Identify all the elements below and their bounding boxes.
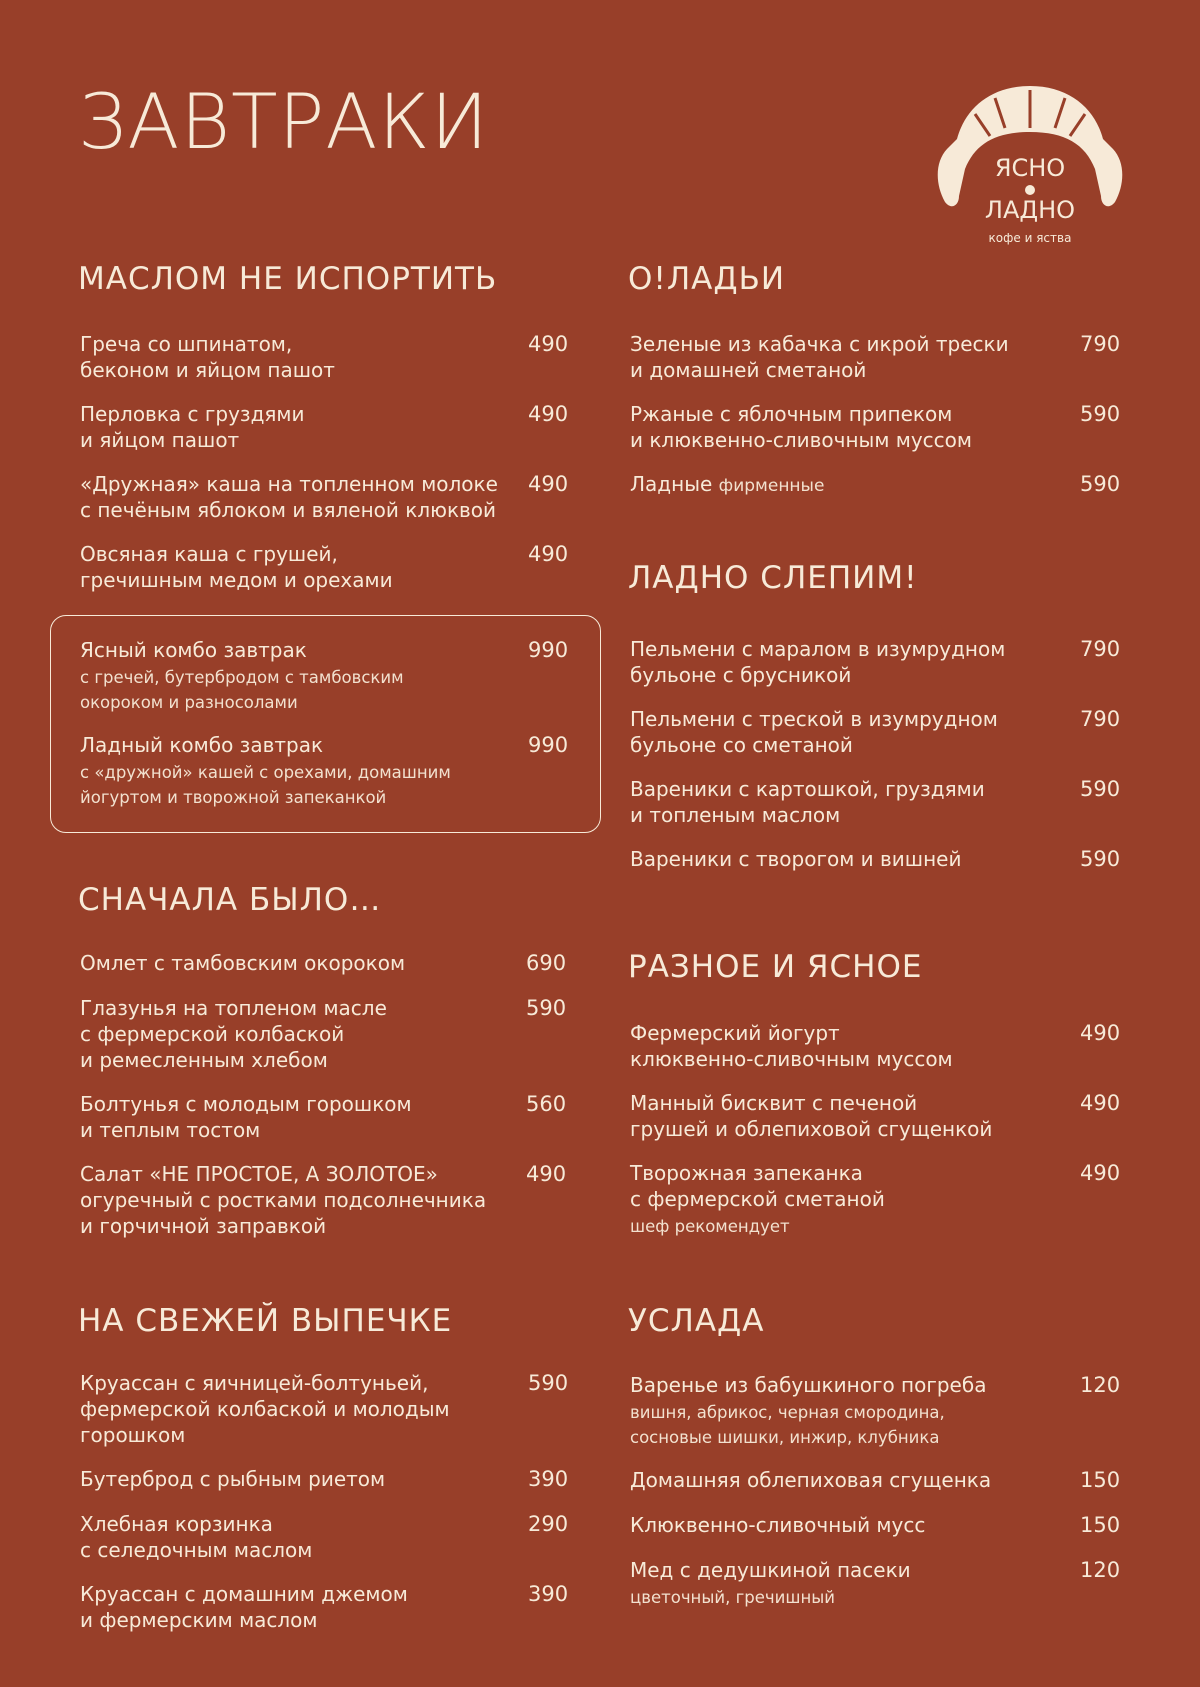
item-name: Бутерброд с рыбным риетом	[80, 1467, 386, 1491]
menu-item	[80, 1161, 620, 1239]
item-name: Круассан с яичницей-болтуньей, фермерской колбаской и молодым горошком	[80, 1371, 450, 1447]
menu-item	[80, 950, 620, 976]
page-title: ЗАВТРАКИ	[78, 77, 489, 166]
item-name: Салат «НЕ ПРОСТОЕ, А ЗОЛОТОЕ» огуречный с ростками подсолнечника и горчичной заправкой	[80, 1162, 487, 1238]
item-name: Омлет с тамбовским окороком	[80, 951, 406, 975]
menu-item	[80, 637, 620, 715]
item-name: Манный бисквит с печеной грушей и облепиховой сгущенкой	[630, 1091, 993, 1141]
menu-item	[630, 1512, 1170, 1538]
item-price: 590	[1080, 402, 1121, 426]
item-price: 490	[528, 472, 569, 496]
menu-item	[80, 1581, 620, 1633]
menu-item	[630, 1372, 1170, 1450]
menu-item	[630, 331, 1170, 383]
item-price: 790	[1080, 332, 1121, 356]
menu-item	[80, 541, 620, 593]
item-description: с «дружной» кашей с орехами, домашним йогуртом и творожной запеканкой	[80, 763, 451, 807]
item-price: 490	[1080, 1021, 1121, 1045]
item-name: Вареники с творогом и вишней	[630, 847, 962, 871]
item-price: 590	[1080, 777, 1121, 801]
item-name: Фермерский йогурт клюквенно-сливочным муссом	[630, 1021, 953, 1071]
menu-item	[630, 776, 1170, 828]
item-name: Клюквенно-сливочный мусс	[630, 1513, 926, 1537]
item-price: 790	[1080, 637, 1121, 661]
section-title: РАЗНОЕ И ЯСНОЕ	[628, 949, 923, 985]
item-price: 690	[526, 951, 567, 975]
item-price: 150	[1080, 1468, 1121, 1492]
item-name: Хлебная корзинка с селедочным маслом	[80, 1512, 313, 1562]
menu-item	[630, 1020, 1170, 1072]
item-price: 490	[1080, 1091, 1121, 1115]
menu-item	[80, 995, 620, 1073]
item-price: 390	[528, 1467, 569, 1491]
item-name: Пельмени с треской в изумрудном бульоне со сметаной	[630, 707, 998, 757]
menu-item	[80, 1091, 620, 1143]
section-title: УСЛАДА	[628, 1303, 765, 1339]
section-title: ЛАДНО СЛЕПИМ!	[628, 560, 918, 596]
item-name: Круассан с домашним джемом и фермерским маслом	[80, 1582, 408, 1632]
menu-item	[630, 471, 1170, 499]
svg-text:ЛАДНО: ЛАДНО	[984, 196, 1076, 224]
section-title: СНАЧАЛА БЫЛО…	[78, 882, 382, 918]
item-price: 490	[528, 402, 569, 426]
section-title: О!ЛАДЬИ	[628, 261, 786, 297]
item-description: цветочный, гречишный	[630, 1588, 835, 1607]
section-title: МАСЛОМ НЕ ИСПОРТИТЬ	[78, 261, 498, 297]
item-name: Домашняя облепиховая сгущенка	[630, 1468, 992, 1492]
item-price: 990	[528, 733, 569, 757]
item-name: Ясный комбо завтрак	[80, 638, 307, 662]
menu-item	[630, 1090, 1170, 1142]
menu-item	[630, 1557, 1170, 1610]
menu-item	[630, 401, 1170, 453]
menu-item	[630, 1160, 1170, 1239]
item-name: Перловка с груздями и яйцом пашот	[80, 402, 305, 452]
menu-item	[630, 1467, 1170, 1493]
item-price: 120	[1080, 1558, 1121, 1582]
item-price: 290	[528, 1512, 569, 1536]
menu-item	[80, 401, 620, 453]
menu-item	[80, 471, 620, 523]
item-price: 590	[1080, 472, 1121, 496]
menu-item	[630, 846, 1170, 872]
menu-item	[80, 732, 620, 810]
item-name: Вареники с картошкой, груздями и топленым маслом	[630, 777, 985, 827]
item-price: 990	[528, 638, 569, 662]
menu-item	[80, 1511, 620, 1563]
item-name-text: Ладные	[630, 472, 713, 496]
item-name: Болтунья с молодым горошком и теплым тостом	[80, 1092, 412, 1142]
item-price: 490	[528, 332, 569, 356]
item-name: Варенье из бабушкиного погреба	[630, 1373, 987, 1397]
item-description: шеф рекомендует	[630, 1217, 790, 1236]
item-price: 390	[528, 1582, 569, 1606]
croissant-logo-icon	[935, 84, 1125, 254]
item-name: Овсяная каша с грушей, гречишным медом и орехами	[80, 542, 393, 592]
item-name: Ржаные с яблочным припеком и клюквенно-сливочным муссом	[630, 402, 973, 452]
item-price: 490	[526, 1162, 567, 1186]
item-price: 590	[526, 996, 567, 1020]
item-name: Зеленые из кабачка с икрой трески и домашней сметаной	[630, 332, 1009, 382]
logo	[935, 84, 1125, 254]
item-price: 490	[528, 542, 569, 566]
item-price: 790	[1080, 707, 1121, 731]
item-price: 120	[1080, 1373, 1121, 1397]
svg-text:ЯСНО: ЯСНО	[994, 154, 1066, 182]
item-name: Творожная запеканка с фермерской сметаной	[630, 1161, 885, 1211]
item-price: 150	[1080, 1513, 1121, 1537]
item-name: «Дружная» каша на топленном молоке с печёным яблоком и вяленой клюквой	[80, 472, 498, 522]
item-note: фирменные	[718, 476, 825, 496]
menu-item	[630, 636, 1170, 688]
item-description: с гречей, бутербродом с тамбовским окороком и разносолами	[80, 668, 404, 712]
menu-item	[80, 1466, 620, 1492]
item-name: Пельмени с маралом в изумрудном бульоне с брусникой	[630, 637, 1006, 687]
item-price: 590	[528, 1371, 569, 1395]
menu-item	[80, 331, 620, 383]
menu-item	[630, 706, 1170, 758]
item-price: 590	[1080, 847, 1121, 871]
item-price: 560	[526, 1092, 567, 1116]
item-price: 490	[1080, 1161, 1121, 1185]
item-name: Глазунья на топленом масле с фермерской колбаской и ремесленным хлебом	[80, 996, 387, 1072]
item-description: вишня, абрикос, черная смородина, сосновые шишки, инжир, клубника	[630, 1403, 945, 1447]
item-name: Ладный комбо завтрак	[80, 733, 324, 757]
section-title: НА СВЕЖЕЙ ВЫПЕЧКЕ	[78, 1303, 453, 1339]
item-name: Мед с дедушкиной пасеки	[630, 1558, 911, 1582]
menu-item	[80, 1370, 620, 1448]
svg-text:кофе и яства: кофе и яства	[988, 231, 1072, 245]
item-name	[630, 471, 1070, 499]
item-name: Греча со шпинатом, беконом и яйцом пашот	[80, 332, 335, 382]
